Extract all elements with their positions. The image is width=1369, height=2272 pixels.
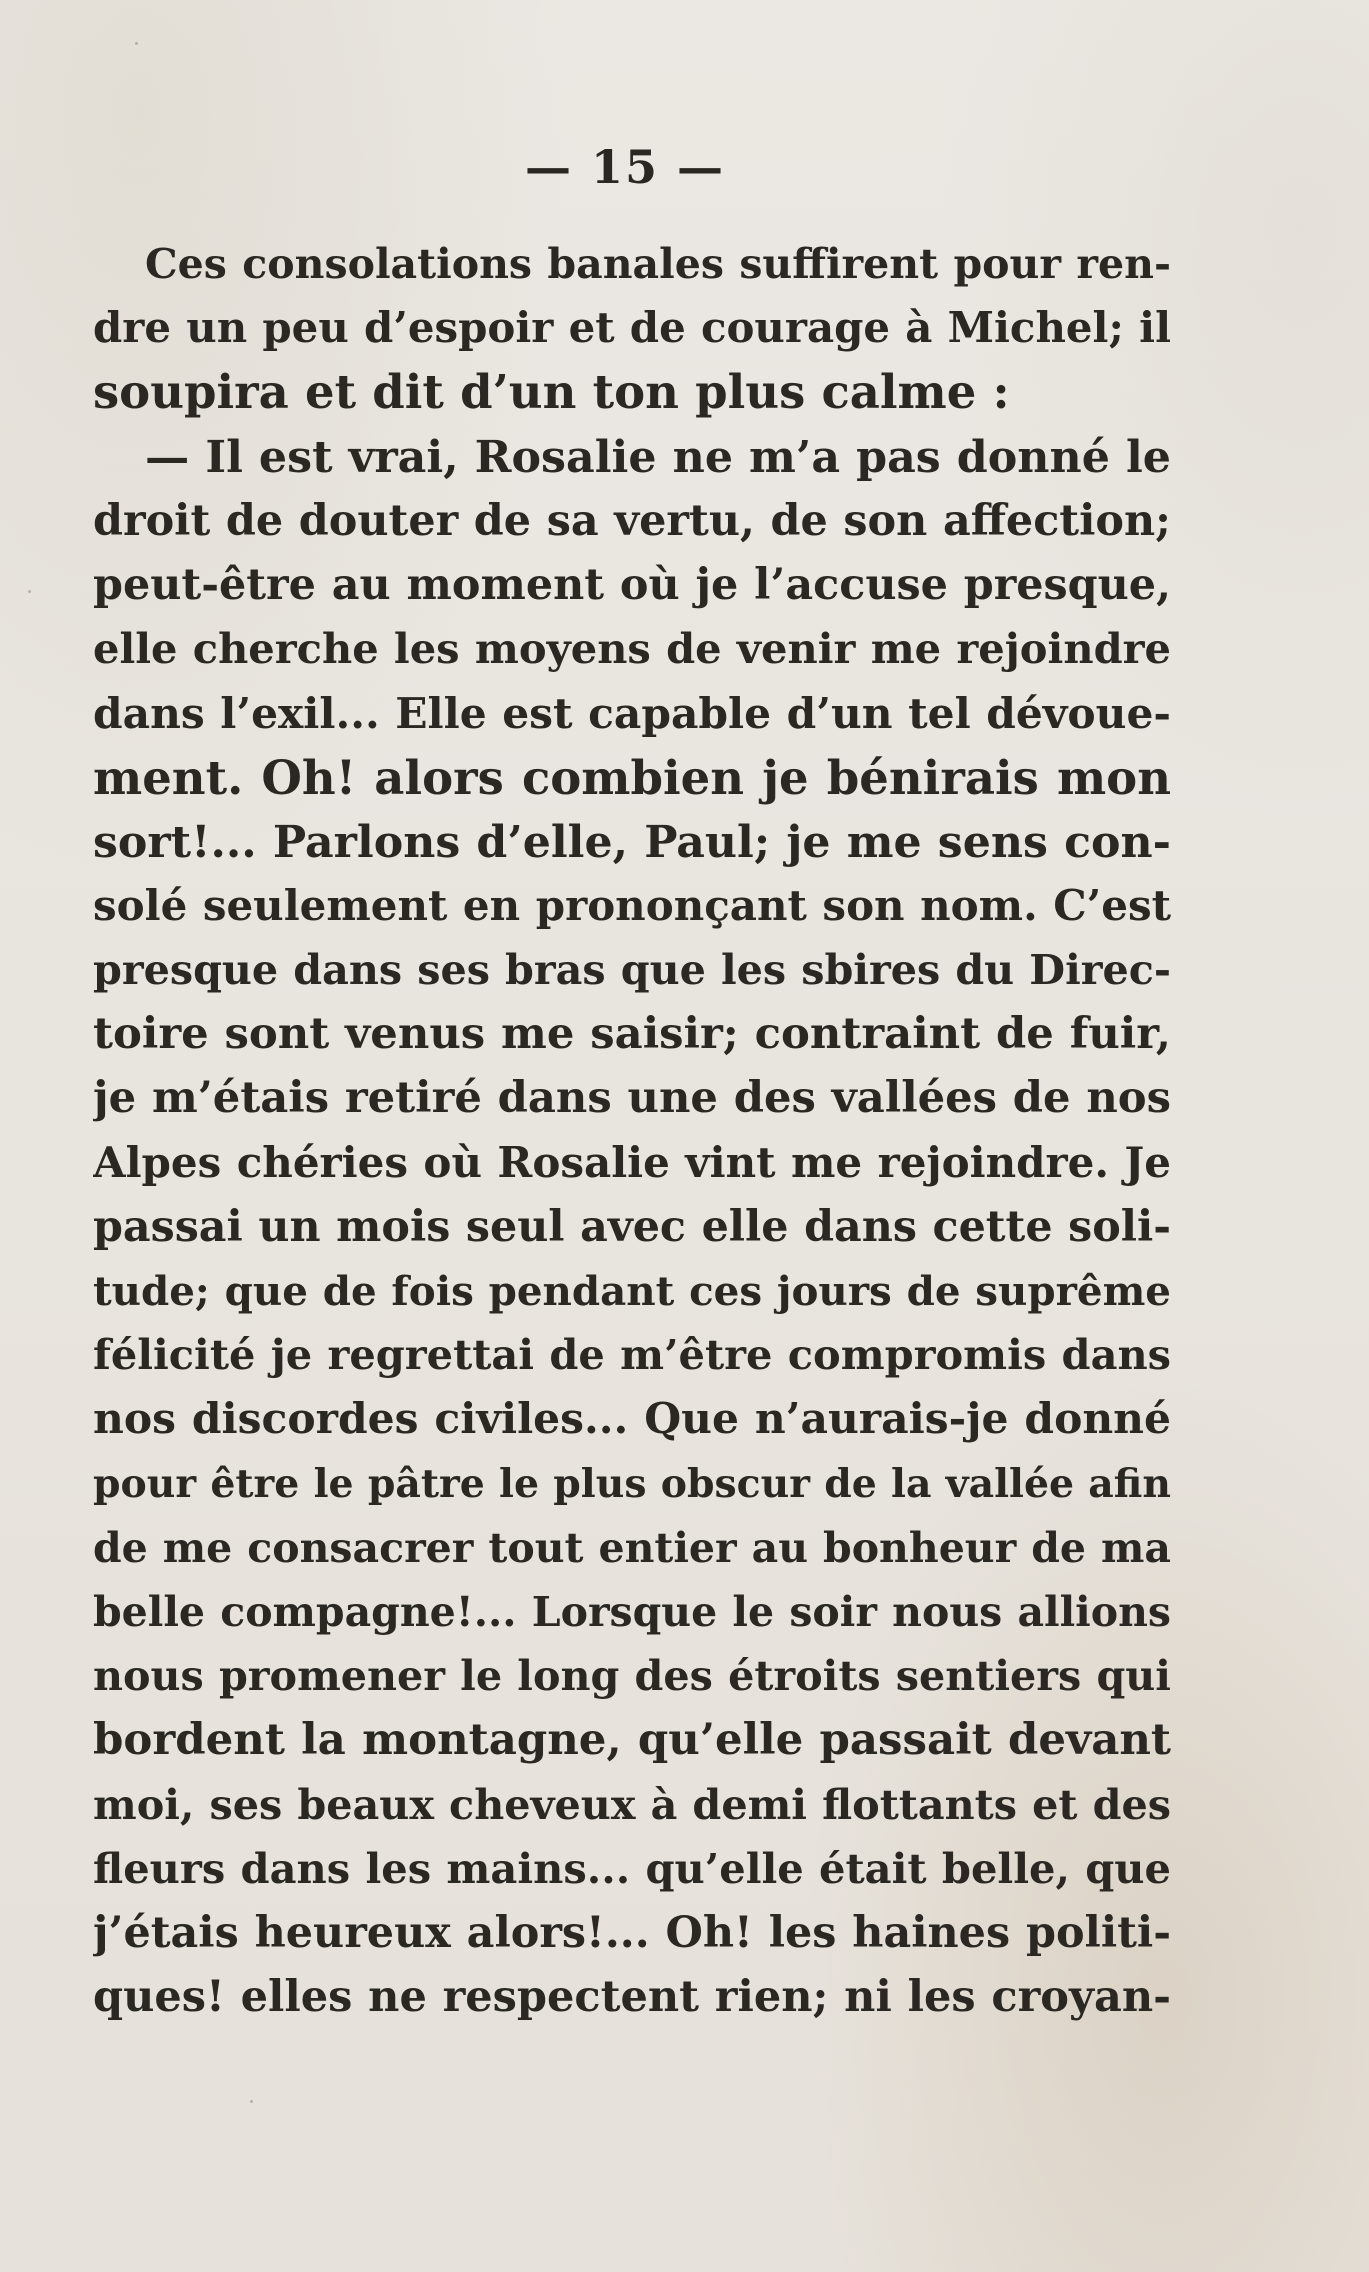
text-line: dre un peu d’espoir et de courage à Michel; il xyxy=(93,303,1171,353)
text-line: nos discordes civiles... Que n’aurais-je donné xyxy=(93,1394,1171,1445)
text-line: solé seulement en prononçant son nom. C’est xyxy=(93,880,1171,930)
text-line: droit de douter de sa vertu, de son affection; xyxy=(93,495,1171,546)
text-line: je m’étais retiré dans une des vallées de nos xyxy=(93,1072,1171,1124)
page-number: — 15 — xyxy=(524,140,726,194)
text-line: soupira et dit d’un ton plus calme : xyxy=(93,364,1010,420)
body-text xyxy=(93,232,1171,2029)
text-line: ment. Oh! alors combien je bénirais mon xyxy=(93,749,1171,805)
text-line: j’étais heureux alors!... Oh! les haines politi- xyxy=(93,1907,1171,1958)
text-line: félicité je regrettai de m’être compromis dans xyxy=(93,1330,1171,1380)
text-line: nous promener le long des étroits sentiers qui xyxy=(93,1651,1171,1701)
text-line: elle cherche les moyens de venir me rejoindre xyxy=(93,624,1171,674)
text-line: peut-être au moment où je l’accuse presque, xyxy=(93,559,1171,610)
text-line: passai un mois seul avec elle dans cette soli- xyxy=(93,1201,1171,1252)
text-line: toire sont venus me saisir; contraint de fuir, xyxy=(93,1008,1171,1060)
text-line: dans l’exil... Elle est capable d’un tel dévoue- xyxy=(93,688,1171,739)
text-line: tude; que de fois pendant ces jours de suprême xyxy=(93,1267,1171,1315)
text-line: moi, ses beaux cheveux à demi flottants et des xyxy=(93,1779,1171,1829)
text-line: presque dans ses bras que les sbires du Direc- xyxy=(93,945,1171,995)
text-line: Ces consolations banales suffirent pour ren- xyxy=(145,239,1171,288)
text-line: belle compagne!... Lorsque le soir nous allions xyxy=(93,1586,1171,1636)
text-line: de me consacrer tout entier au bonheur de ma xyxy=(93,1522,1171,1572)
text-line: Alpes chéries où Rosalie vint me rejoindre. Je xyxy=(93,1137,1171,1187)
text-line: bordent la montagne, qu’elle passait devant xyxy=(93,1714,1171,1766)
text-line: ques! elles ne respectent rien; ni les croyan- xyxy=(93,1972,1171,2023)
paper-speck xyxy=(28,590,31,593)
text-line: fleurs dans les mains... qu’elle était belle, que xyxy=(93,1843,1171,1893)
paper-speck xyxy=(135,42,138,45)
paper-speck xyxy=(250,2100,253,2103)
text-line: pour être le pâtre le plus obscur de la vallée afin xyxy=(93,1460,1171,1507)
text-line: — Il est vrai, Rosalie ne m’a pas donné le xyxy=(145,430,1171,483)
text-line: sort!... Parlons d’elle, Paul; je me sens con- xyxy=(93,815,1171,868)
